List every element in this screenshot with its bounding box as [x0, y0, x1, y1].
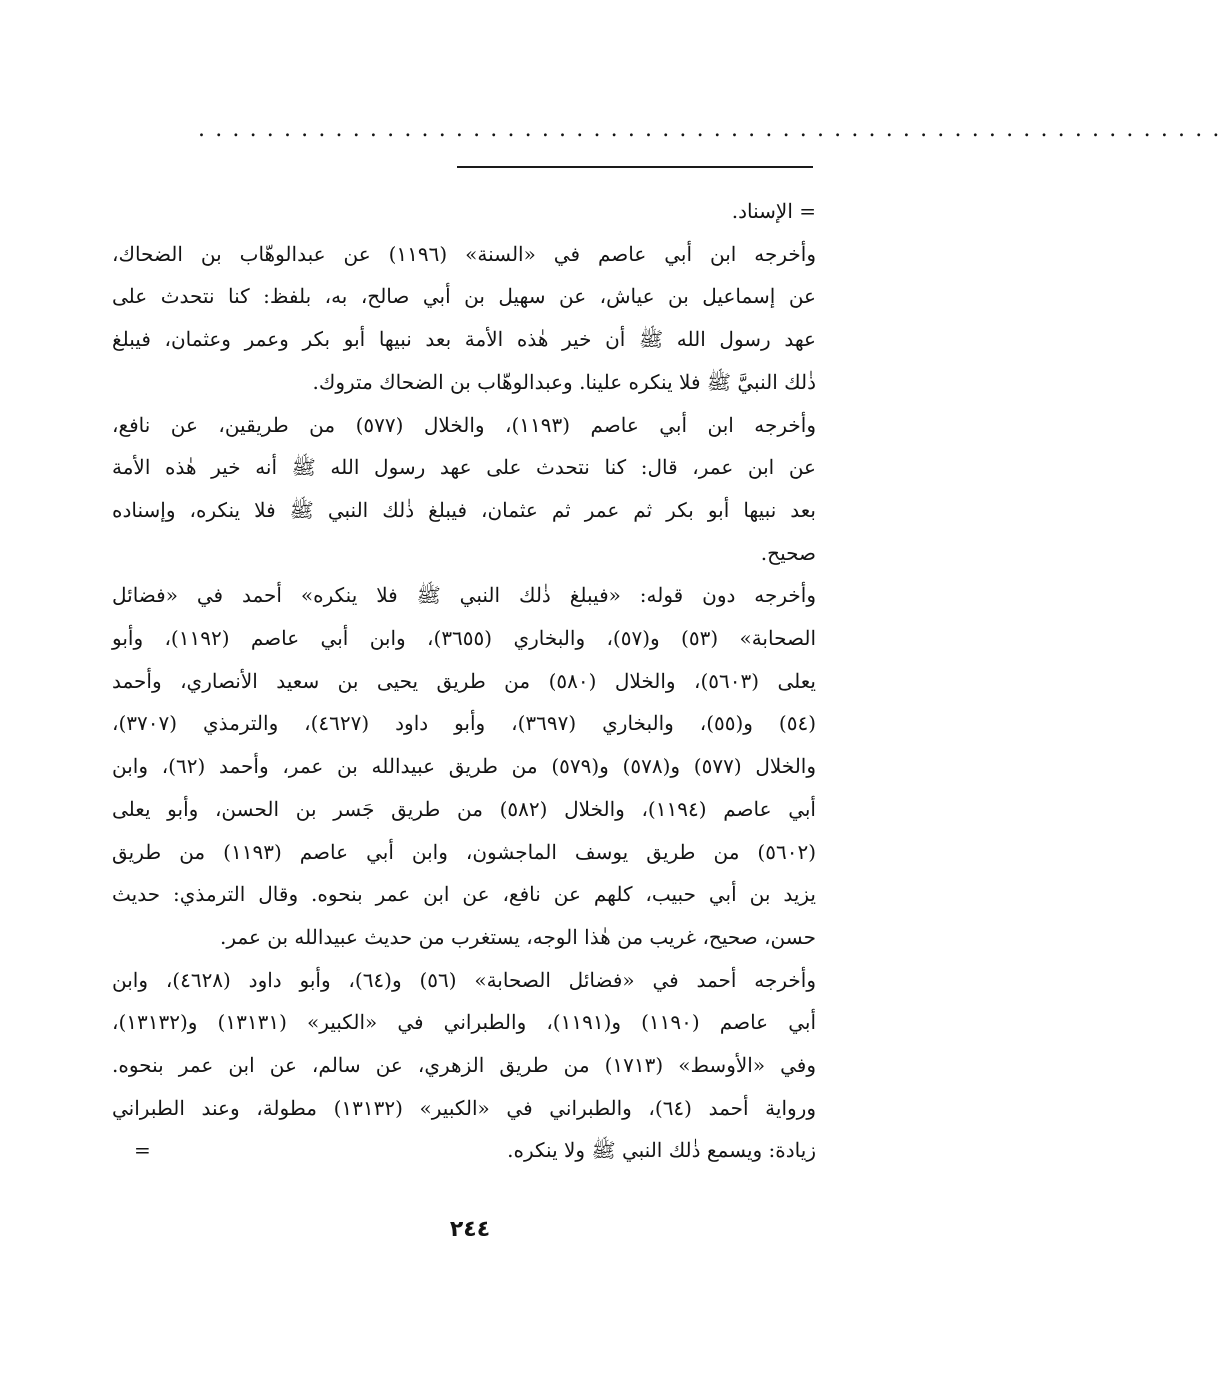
text-line-content: صحيح.	[760, 540, 816, 565]
text-line	[112, 446, 816, 489]
text-line	[112, 617, 816, 660]
text-line	[112, 702, 816, 745]
text-line	[112, 532, 816, 575]
text-line-content: = الإسناد.	[731, 199, 816, 223]
text-line	[112, 660, 816, 703]
text-line-content: ورواية أحمد (٦٤)، والطبراني في «الكبير» (١٣١٣٢) مطولة، وعند الطبراني	[112, 1095, 816, 1120]
text-line	[112, 318, 816, 361]
text-line-content: وفي «الأوسط» (١٧١٣) من طريق الزهري، عن سالم، عن ابن عمر بنحوه.	[112, 1053, 816, 1078]
continuation-mark: =	[134, 1138, 151, 1163]
text-line-content: الصحابة» (٥٣) و(٥٧)، والبخاري (٣٦٥٥)، وابن أبي عاصم (١١٩٢)، وأبو	[112, 626, 816, 651]
text-line	[112, 1001, 816, 1044]
text-line-content: يزيد بن أبي حبيب، كلهم عن نافع، عن ابن عمر بنحوه. وقال الترمذي: حديث	[112, 882, 816, 907]
text-line-content: زيادة: ويسمع ذٰلك النبي ﷺ ولا ينكره.	[507, 1138, 816, 1163]
text-line-content: بعد نبيها أبو بكر ثم عمر ثم عثمان، فيبلغ ذٰلك النبي ﷺ فلا ينكره، وإسناده	[112, 497, 816, 522]
text-line-content: أبي عاصم (١١٩٠) و(١١٩١)، والطبراني في «الكبير» (١٣١٣١) و(١٣١٣٢)،	[112, 1010, 816, 1035]
text-line	[112, 233, 816, 276]
text-line	[112, 574, 816, 617]
text-line-content: يعلى (٥٦٠٣)، والخلال (٥٨٠) من طريق يحيى بن سعيد الأنصاري، وأحمد	[112, 668, 816, 693]
text-line	[112, 873, 816, 916]
text-line-content: وأخرجه دون قوله: «فيبلغ ذٰلك النبي ﷺ فلا ينكره» أحمد في «فضائل	[112, 583, 816, 608]
text-line	[112, 489, 816, 532]
text-line	[112, 1044, 816, 1087]
dotted-separator: ............................................................	[198, 117, 1230, 142]
text-line	[112, 404, 816, 447]
text-line-content: وأخرجه أحمد في «فضائل الصحابة» (٥٦) و(٦٤)، وأبو داود (٤٦٢٨)، وابن	[112, 967, 816, 992]
text-line-content: (٥٦٠٢) من طريق يوسف الماجشون، وابن أبي عاصم (١١٩٣) من طريق	[112, 839, 816, 864]
footnote-text	[112, 190, 816, 1172]
text-line	[112, 1129, 816, 1172]
page-number: ٢٤٤	[449, 1217, 491, 1242]
text-line-content: والخلال (٥٧٧) و(٥٧٨) و(٥٧٩) من طريق عبيدالله بن عمر، وأحمد (٦٢)، وابن	[112, 754, 817, 779]
text-line	[112, 788, 816, 831]
text-line	[112, 190, 816, 233]
text-line-content: عن ابن عمر، قال: كنا نتحدث على عهد رسول الله ﷺ أنه خير هٰذه الأمة	[112, 455, 816, 480]
footnote-rule	[457, 166, 813, 168]
text-line-content: (٥٤) و(٥٥)، والبخاري (٣٦٩٧)، وأبو داود (٤٦٢٧)، والترمذي (٣٧٠٧)،	[112, 711, 816, 736]
text-line-content: عن إسماعيل بن عياش، عن سهيل بن أبي صالح، به، بلفظ: كنا نتحدث على	[112, 284, 816, 309]
text-line	[112, 1087, 816, 1130]
text-line	[112, 275, 816, 318]
text-line-content: عهد رسول الله ﷺ أن خير هٰذه الأمة بعد نبيها أبو بكر وعمر وعثمان، فيبلغ	[112, 327, 816, 352]
text-line-content: وأخرجه ابن أبي عاصم (١١٩٣)، والخلال (٥٧٧) من طريقين، عن نافع،	[112, 412, 816, 437]
text-line-content: أبي عاصم (١١٩٤)، والخلال (٥٨٢) من طريق جَسر بن الحسن، وأبو يعلى	[112, 796, 816, 821]
text-line	[112, 361, 816, 404]
text-line	[112, 745, 816, 788]
text-line	[112, 916, 816, 959]
text-line	[112, 959, 816, 1002]
text-line-content: وأخرجه ابن أبي عاصم في «السنة» (١١٩٦) عن عبدالوهّاب بن الضحاك،	[112, 241, 816, 266]
text-line-content: حسن، صحيح، غريب من هٰذا الوجه، يستغرب من حديث عبيدالله بن عمر.	[219, 924, 816, 949]
text-line	[112, 831, 816, 874]
text-line-content: ذٰلك النبيَّ ﷺ فلا ينكره علينا. وعبدالوهّاب بن الضحاك متروك.	[312, 369, 816, 394]
